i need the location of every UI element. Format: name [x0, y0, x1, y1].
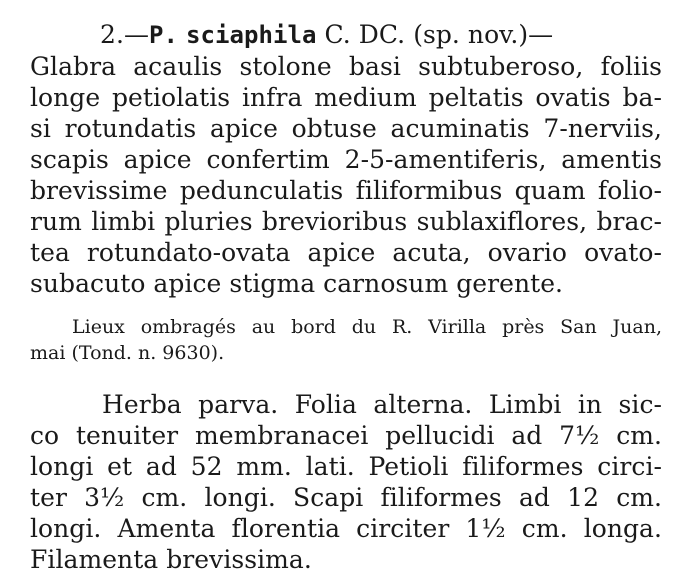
description-line: longi. Amenta florentia circiter 1½ cm. longa. — [30, 514, 662, 543]
description-line: Filamenta brevissima. — [30, 545, 312, 574]
genus-abbrev: P. — [149, 21, 179, 49]
diagnosis-line: rum limbi pluries brevioribus sublaxiflores, brac- — [30, 207, 662, 236]
description-line: Herba parva. Folia alterna. Limbi in sic- — [102, 390, 662, 419]
diagnosis-line: brevissime pedunculatis filiformibus quam folio- — [30, 176, 662, 205]
diagnosis-line: scapis apice confertim 2-5-amentiferis, amentis — [30, 145, 662, 174]
description-line: co tenuiter membranacei pellucidi ad 7½ cm. — [30, 421, 662, 450]
species-heading — [100, 22, 660, 47]
locality-line: Lieux ombragés au bord du R. Virilla près San Juan, — [72, 316, 662, 338]
diagnosis-line: si rotundatis apice obtuse acuminatis 7-nerviis, — [30, 114, 662, 143]
species-epithet: sciaphila — [186, 21, 317, 49]
description-line: ter 3½ cm. longi. Scapi filiformes ad 12 cm. — [30, 483, 662, 512]
species-note: (sp. nov.)— — [413, 20, 554, 49]
diagnosis-line: Glabra acaulis stolone basi subtuberoso, foliis — [30, 52, 662, 81]
description-line: longi et ad 52 mm. lati. Petioli filiformes circi- — [30, 452, 662, 481]
species-author: C. DC. — [324, 20, 406, 49]
locality-line: mai (Tond. n. 9630). — [30, 342, 225, 364]
species-number: 2.— — [100, 20, 150, 49]
diagnosis-line: tea rotundato-ovata apice acuta, ovario ovato- — [30, 238, 662, 267]
diagnosis-line: longe petiolatis infra medium peltatis ovatis ba- — [30, 83, 662, 112]
diagnosis-line: subacuto apice stigma carnosum gerente. — [30, 269, 564, 298]
